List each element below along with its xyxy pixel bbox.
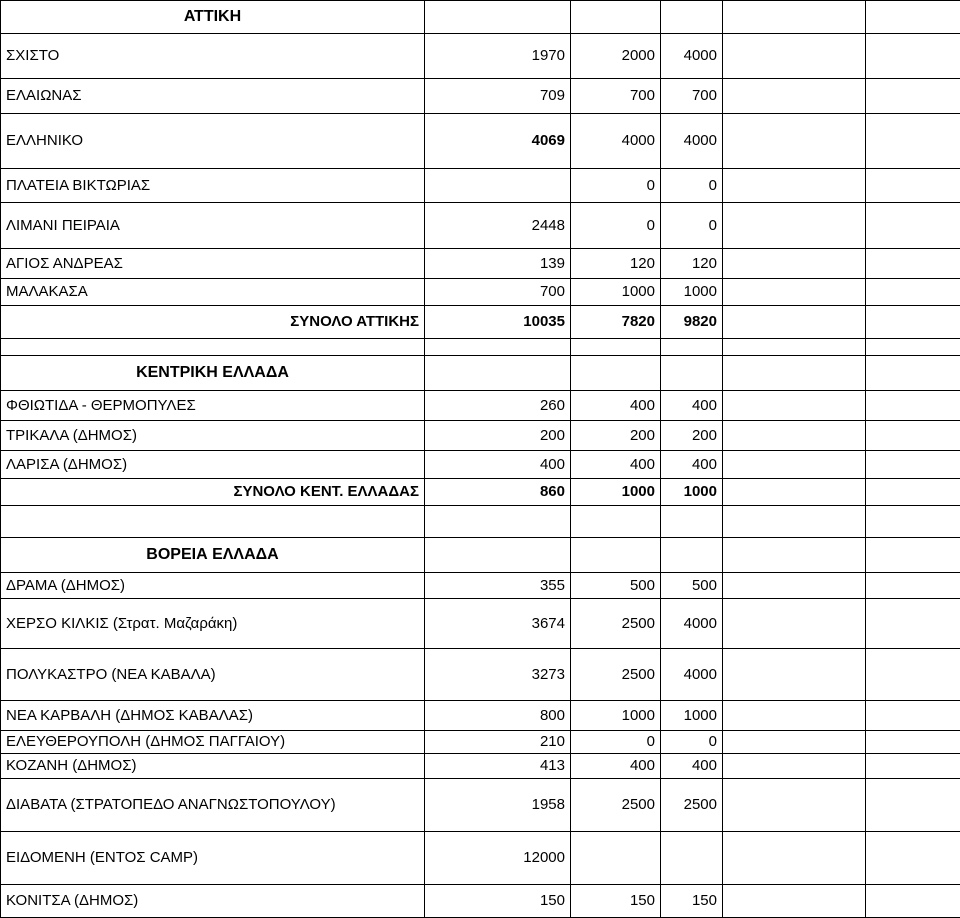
cell-n1[interactable] <box>425 1 571 34</box>
cell-n2[interactable]: 4000 <box>571 114 661 169</box>
blank-col-2[interactable] <box>866 34 960 79</box>
cell-n3[interactable]: 500 <box>661 573 723 599</box>
cell-n1[interactable]: 210 <box>425 731 571 754</box>
table-row <box>1 832 960 885</box>
cell-n3[interactable]: 0 <box>661 203 723 249</box>
table-row <box>1 885 960 918</box>
cell-n2[interactable]: 1000 <box>571 701 661 731</box>
table-row <box>1 506 960 538</box>
blank-col-2[interactable] <box>866 479 960 506</box>
location-label-cell[interactable]: ΦΘΙΩΤΙΔΑ - ΘΕΡΜΟΠΥΛΕΣ <box>1 391 425 421</box>
cell-n2[interactable]: 2000 <box>571 34 661 79</box>
blank-col-1[interactable] <box>723 506 866 538</box>
blank-col-2[interactable] <box>866 279 960 306</box>
blank-col-1[interactable] <box>723 649 866 701</box>
blank-col-2[interactable] <box>866 885 960 918</box>
location-label-cell[interactable]: ΠΛΑΤΕΙΑ ΒΙΚΤΩΡΙΑΣ <box>1 169 425 203</box>
cell-n3[interactable]: 1000 <box>661 279 723 306</box>
cell-n1[interactable] <box>425 169 571 203</box>
cell-n3[interactable] <box>661 339 723 356</box>
cell-n3[interactable] <box>661 538 723 573</box>
cell-n1[interactable]: 4069 <box>425 114 571 169</box>
cell-n3[interactable]: 700 <box>661 79 723 114</box>
table-row <box>1 1 960 34</box>
blank-col-1[interactable] <box>723 451 866 479</box>
cell-n3[interactable] <box>661 356 723 391</box>
blank-col-2[interactable] <box>866 599 960 649</box>
blank-col-2[interactable] <box>866 249 960 279</box>
cell-n1[interactable]: 260 <box>425 391 571 421</box>
cell-n2[interactable]: 2500 <box>571 599 661 649</box>
location-label-cell[interactable]: ΜΑΛΑΚΑΣΑ <box>1 279 425 306</box>
blank-col-2[interactable] <box>866 731 960 754</box>
blank-col-2[interactable] <box>866 421 960 451</box>
cell-n2[interactable]: 400 <box>571 754 661 779</box>
blank-col-1[interactable] <box>723 573 866 599</box>
table-row <box>1 391 960 421</box>
cell-n3[interactable] <box>661 506 723 538</box>
cell-n1[interactable] <box>425 339 571 356</box>
table-row <box>1 649 960 701</box>
blank-col-1[interactable] <box>723 391 866 421</box>
blank-col-1[interactable] <box>723 339 866 356</box>
cell-n3[interactable] <box>661 1 723 34</box>
cell-n1[interactable] <box>425 356 571 391</box>
cell-n3[interactable]: 9820 <box>661 306 723 339</box>
total-label-cell[interactable]: ΣΥΝΟΛΟ ΚΕΝΤ. ΕΛΛΑΔΑΣ <box>1 479 425 506</box>
cell-n3[interactable]: 4000 <box>661 34 723 79</box>
table-row <box>1 421 960 451</box>
blank-col-2[interactable] <box>866 506 960 538</box>
table-row <box>1 479 960 506</box>
table-row <box>1 34 960 79</box>
table-row <box>1 339 960 356</box>
table-row <box>1 451 960 479</box>
blank-col-1[interactable] <box>723 249 866 279</box>
location-label-cell[interactable]: ΑΓΙΟΣ ΑΝΔΡΕΑΣ <box>1 249 425 279</box>
blank-col-2[interactable] <box>866 649 960 701</box>
location-label-cell[interactable]: ΚΟΖΑΝΗ (ΔΗΜΟΣ) <box>1 754 425 779</box>
blank-col-2[interactable] <box>866 356 960 391</box>
cell-n3[interactable] <box>661 832 723 885</box>
cell-n2[interactable]: 400 <box>571 451 661 479</box>
blank-col-1[interactable] <box>723 832 866 885</box>
section-header-cell[interactable]: ΒΟΡΕΙΑ ΕΛΛΑΔΑ <box>1 538 425 573</box>
location-label-cell[interactable]: ΕΙΔΟΜΕΝΗ (ΕΝΤΟΣ CAMP) <box>1 832 425 885</box>
cell-n2[interactable]: 0 <box>571 169 661 203</box>
cell-n2[interactable]: 120 <box>571 249 661 279</box>
blank-col-1[interactable] <box>723 479 866 506</box>
blank-col-1[interactable] <box>723 754 866 779</box>
table-row <box>1 731 960 754</box>
location-label-cell[interactable]: ΠΟΛΥΚΑΣΤΡΟ (ΝΕΑ ΚΑΒΑΛΑ) <box>1 649 425 701</box>
blank-col-1[interactable] <box>723 599 866 649</box>
cell-n1[interactable]: 355 <box>425 573 571 599</box>
cell-n3[interactable]: 1000 <box>661 701 723 731</box>
blank-col-1[interactable] <box>723 779 866 832</box>
cell-n3[interactable]: 4000 <box>661 599 723 649</box>
cell-n1[interactable]: 1970 <box>425 34 571 79</box>
blank-col-2[interactable] <box>866 391 960 421</box>
location-label-cell[interactable]: ΤΡΙΚΑΛΑ (ΔΗΜΟΣ) <box>1 421 425 451</box>
table-row <box>1 599 960 649</box>
blank-col-1[interactable] <box>723 169 866 203</box>
table-row <box>1 538 960 573</box>
location-label-cell[interactable] <box>1 339 425 356</box>
blank-col-1[interactable] <box>723 79 866 114</box>
cell-n2[interactable]: 7820 <box>571 306 661 339</box>
section-header-cell[interactable]: ΑΤΤΙΚΗ <box>1 1 425 34</box>
table-row <box>1 79 960 114</box>
blank-col-2[interactable] <box>866 538 960 573</box>
cell-n3[interactable]: 4000 <box>661 114 723 169</box>
blank-col-2[interactable] <box>866 754 960 779</box>
blank-col-2[interactable] <box>866 573 960 599</box>
cell-n3[interactable]: 400 <box>661 754 723 779</box>
cell-n3[interactable]: 0 <box>661 169 723 203</box>
cell-n1[interactable] <box>425 506 571 538</box>
table-row <box>1 249 960 279</box>
blank-col-1[interactable] <box>723 279 866 306</box>
cell-n2[interactable] <box>571 538 661 573</box>
cell-n2[interactable] <box>571 356 661 391</box>
blank-col-2[interactable] <box>866 451 960 479</box>
cell-n2[interactable] <box>571 339 661 356</box>
cell-n1[interactable]: 700 <box>425 279 571 306</box>
table-row <box>1 306 960 339</box>
cell-n3[interactable]: 1000 <box>661 479 723 506</box>
cell-n1[interactable]: 860 <box>425 479 571 506</box>
cell-n3[interactable]: 2500 <box>661 779 723 832</box>
location-label-cell[interactable]: ΛΑΡΙΣΑ (ΔΗΜΟΣ) <box>1 451 425 479</box>
cell-n2[interactable]: 500 <box>571 573 661 599</box>
location-label-cell[interactable]: ΧΕΡΣΟ ΚΙΛΚΙΣ (Στρατ. Μαζαράκη) <box>1 599 425 649</box>
cell-n3[interactable]: 4000 <box>661 649 723 701</box>
cell-n2[interactable]: 2500 <box>571 649 661 701</box>
blank-col-1[interactable] <box>723 421 866 451</box>
cell-n2[interactable]: 1000 <box>571 279 661 306</box>
cell-n1[interactable]: 10035 <box>425 306 571 339</box>
location-label-cell[interactable]: ΕΛΕΥΘΕΡΟΥΠΟΛΗ (ΔΗΜΟΣ ΠΑΓΓΑΙΟΥ) <box>1 731 425 754</box>
table-row <box>1 169 960 203</box>
location-label-cell[interactable]: ΔΡΑΜΑ (ΔΗΜΟΣ) <box>1 573 425 599</box>
blank-col-1[interactable] <box>723 356 866 391</box>
blank-col-1[interactable] <box>723 1 866 34</box>
cell-n3[interactable]: 400 <box>661 451 723 479</box>
cell-n1[interactable]: 413 <box>425 754 571 779</box>
cell-n1[interactable]: 150 <box>425 885 571 918</box>
location-label-cell[interactable]: ΣΧΙΣΤΟ <box>1 34 425 79</box>
blank-col-2[interactable] <box>866 779 960 832</box>
blank-col-2[interactable] <box>866 114 960 169</box>
cell-n2[interactable] <box>571 1 661 34</box>
table-row <box>1 573 960 599</box>
blank-col-1[interactable] <box>723 731 866 754</box>
blank-col-1[interactable] <box>723 34 866 79</box>
cell-n2[interactable]: 1000 <box>571 479 661 506</box>
table-row <box>1 279 960 306</box>
blank-col-2[interactable] <box>866 306 960 339</box>
blank-col-2[interactable] <box>866 339 960 356</box>
blank-col-1[interactable] <box>723 538 866 573</box>
blank-col-2[interactable] <box>866 832 960 885</box>
blank-col-2[interactable] <box>866 701 960 731</box>
blank-col-1[interactable] <box>723 203 866 249</box>
cell-n3[interactable]: 0 <box>661 731 723 754</box>
cell-n1[interactable]: 200 <box>425 421 571 451</box>
cell-n1[interactable]: 400 <box>425 451 571 479</box>
table-row <box>1 701 960 731</box>
cell-n3[interactable]: 120 <box>661 249 723 279</box>
blank-col-1[interactable] <box>723 885 866 918</box>
table-row <box>1 114 960 169</box>
table-row <box>1 779 960 832</box>
cell-n2[interactable]: 400 <box>571 391 661 421</box>
cell-n1[interactable]: 800 <box>425 701 571 731</box>
location-label-cell[interactable]: ΔΙΑΒΑΤΑ (ΣΤΡΑΤΟΠΕΔΟ ΑΝΑΓΝΩΣΤΟΠΟΥΛΟΥ) <box>1 779 425 832</box>
location-label-cell[interactable]: ΕΛΛΗΝΙΚΟ <box>1 114 425 169</box>
cell-n2[interactable]: 700 <box>571 79 661 114</box>
cell-n2[interactable]: 150 <box>571 885 661 918</box>
section-header-cell[interactable]: ΚΕΝΤΡΙΚΗ ΕΛΛΑΔΑ <box>1 356 425 391</box>
table-row <box>1 356 960 391</box>
cell-n1[interactable]: 709 <box>425 79 571 114</box>
cell-n2[interactable]: 0 <box>571 203 661 249</box>
blank-col-2[interactable] <box>866 203 960 249</box>
location-label-cell[interactable]: ΚΟΝΙΤΣΑ (ΔΗΜΟΣ) <box>1 885 425 918</box>
cell-n1[interactable]: 2448 <box>425 203 571 249</box>
cell-n2[interactable]: 2500 <box>571 779 661 832</box>
cell-n1[interactable]: 3674 <box>425 599 571 649</box>
cell-n2[interactable] <box>571 832 661 885</box>
cell-n1[interactable]: 1958 <box>425 779 571 832</box>
cell-n3[interactable]: 200 <box>661 421 723 451</box>
blank-col-1[interactable] <box>723 306 866 339</box>
table-row <box>1 754 960 779</box>
location-label-cell[interactable]: ΝΕΑ ΚΑΡΒΑΛΗ (ΔΗΜΟΣ ΚΑΒΑΛΑΣ) <box>1 701 425 731</box>
table-row <box>1 203 960 249</box>
location-label-cell[interactable]: ΕΛΑΙΩΝΑΣ <box>1 79 425 114</box>
cell-n1[interactable]: 139 <box>425 249 571 279</box>
blank-col-1[interactable] <box>723 114 866 169</box>
cell-n1[interactable]: 3273 <box>425 649 571 701</box>
cell-n3[interactable]: 400 <box>661 391 723 421</box>
blank-col-2[interactable] <box>866 169 960 203</box>
location-label-cell[interactable]: ΛΙΜΑΝΙ ΠΕΙΡΑΙΑ <box>1 203 425 249</box>
cell-n3[interactable]: 150 <box>661 885 723 918</box>
blank-col-2[interactable] <box>866 1 960 34</box>
blank-col-1[interactable] <box>723 701 866 731</box>
cell-n1[interactable]: 12000 <box>425 832 571 885</box>
cell-n2[interactable]: 200 <box>571 421 661 451</box>
total-label-cell[interactable]: ΣΥΝΟΛΟ ΑΤΤΙΚΗΣ <box>1 306 425 339</box>
cell-n1[interactable] <box>425 538 571 573</box>
cell-n2[interactable]: 0 <box>571 731 661 754</box>
cell-n2[interactable] <box>571 506 661 538</box>
blank-col-2[interactable] <box>866 79 960 114</box>
location-label-cell[interactable] <box>1 506 425 538</box>
